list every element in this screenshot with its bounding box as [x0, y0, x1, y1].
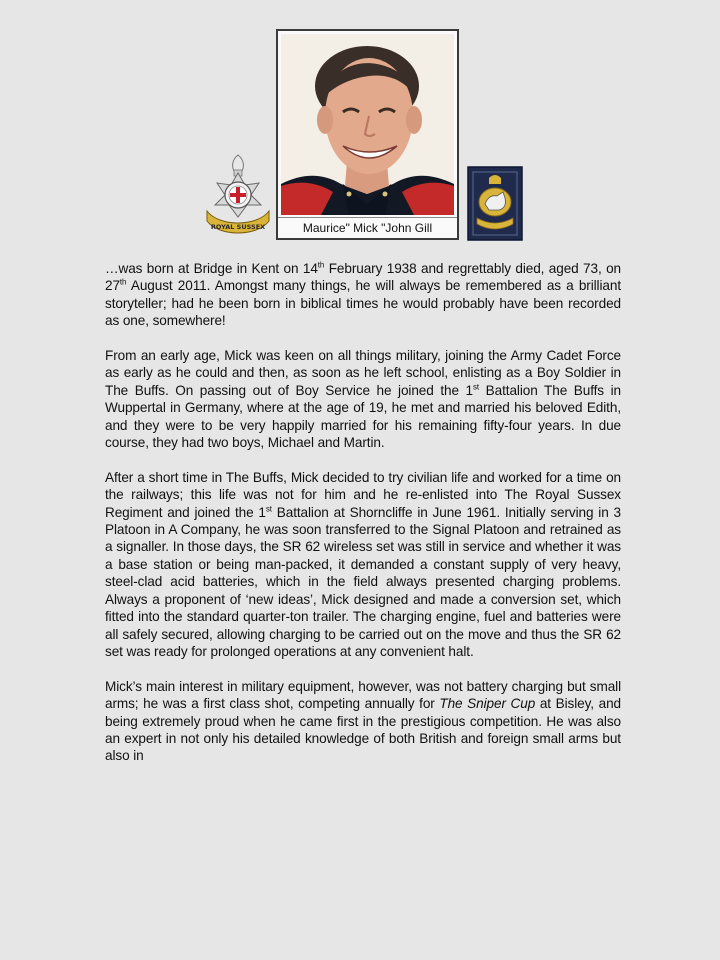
paragraph-early-life	[105, 347, 621, 451]
portrait-photo	[281, 34, 454, 215]
badge-ribbon-text: ROYAL SUSSEX	[210, 223, 266, 231]
text-span: After a short time in The Buffs, Mick decided to try civilian life and worked for a time on the railways; this life was not for him and he re-enlisted into The Royal Sussex Regiment and joined the 1	[105, 469, 621, 520]
text-span: From an early age, Mick was keen on all things military, joining the Army Cadet Force as early as he could and then, as soon as he left school, enlisting as a Boy Soldier in The Buffs. On passing out of Boy Service he joined the 1	[105, 348, 621, 398]
text-span: Battalion The Buffs in Wuppertal in Germany, where at the age of 19, he met and married his beloved Edith, and they were to be very happily married for his remaining fifty-four years. In due course, they had two boys, Michael and Martin.	[105, 382, 621, 451]
ordinal-suffix: th	[317, 260, 325, 270]
cup-name: The Sniper Cup	[439, 696, 536, 712]
text-span: February 1938 and regrettably died, aged 73, on 27	[105, 261, 621, 294]
regimental-horse-badge-icon	[467, 166, 523, 241]
paragraph-small-arms	[105, 678, 621, 765]
paragraph-birth	[105, 260, 621, 330]
portrait-frame	[276, 29, 459, 240]
text-span: at Bisley, and being extremely proud when he came first in the prestigious competition. He was also an expert in not only his detailed knowledge of both British and foreign small arms but also in	[105, 696, 621, 764]
text-span: Battalion at Shorncliffe in June 1961. Initially serving in 3 Platoon in A Company, he was soon transferred to the Signal Platoon and retrained as a signaller. In those days, the SR 62 wireless set was still in service and whether it was a base station or being man-packed, it demanded a constant supply of very heavy, steel-clad acid batteries, which in the field always presented charging problems. Always a proponent of ‘new ideas’, Mick designed and made a conversion set, which fitted into the standard quarter-ton trailer. The charging engine, fuel and batteries were all safely secured, allowing charging to be carried out on the move and thus the SR 62 set was ready for prolonged operations at any convenient halt.	[105, 504, 621, 659]
paragraph-service	[105, 469, 621, 660]
portrait-caption: Maurice" Mick "John Gill	[278, 217, 457, 238]
text-span: August 2011. Amongst many things, he will always be remembered as a brilliant storyteller; had he been born in biblical times he would probably have been recorded as one, somewhere!	[105, 278, 621, 329]
text-span: Mick’s main interest in military equipment, however, was not battery charging but small arms; he was a first class shot, competing annually for	[105, 678, 621, 712]
ordinal-suffix: th	[119, 277, 127, 287]
ordinal-suffix: st	[473, 382, 480, 392]
ordinal-suffix: st	[265, 504, 272, 514]
royal-sussex-regiment-badge-icon	[203, 153, 273, 243]
obituary-text	[105, 260, 621, 765]
text-span: …was born at Bridge in Kent on 14	[105, 261, 318, 276]
